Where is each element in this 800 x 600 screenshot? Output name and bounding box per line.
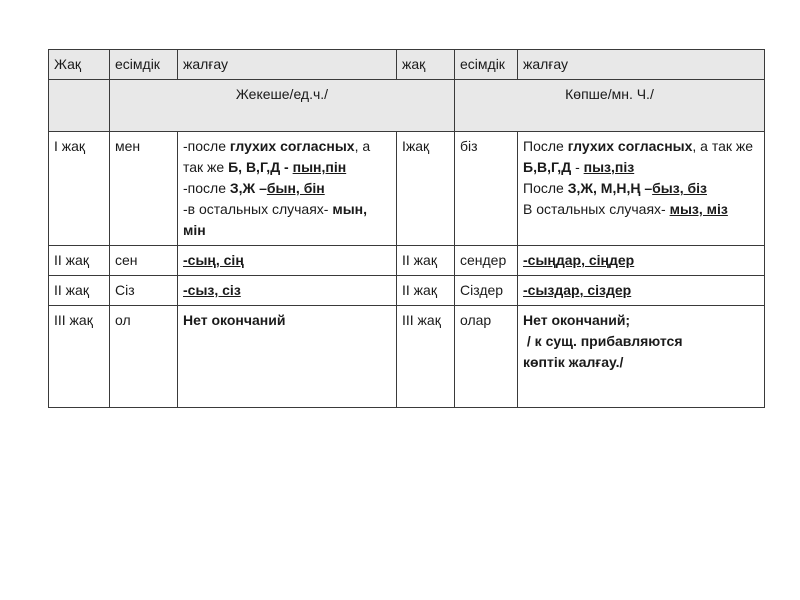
ending-plural-cell	[518, 132, 765, 246]
person-plural-cell: Іжақ	[397, 132, 455, 246]
ending-bold: З,Ж –	[229, 180, 267, 196]
ending-suffix: пын,пін	[292, 159, 347, 175]
ending-text: В остальных случаях-	[523, 201, 670, 217]
subheader-row	[49, 80, 765, 132]
pronoun-cell: сен	[110, 246, 178, 276]
ending-plural-cell	[518, 276, 765, 306]
ending-text: -после	[183, 180, 230, 196]
ending-suffix: мын, мін	[183, 201, 368, 238]
ending-suffix: -сыз, сіз	[183, 282, 241, 298]
table-row	[49, 306, 765, 408]
ending-text: , а так же	[692, 138, 754, 154]
header-cell-person: Жақ	[49, 50, 110, 80]
person-plural-cell: ІІІ жақ	[397, 306, 455, 408]
pronoun-cell: мен	[110, 132, 178, 246]
ending-suffix: быз, біз	[652, 180, 707, 196]
ending-suffix: -сыңдар, сіңдер	[523, 252, 635, 268]
ending-cell	[178, 306, 397, 408]
ending-cell	[178, 246, 397, 276]
ending-cell	[178, 132, 397, 246]
ending-bold: Б,В,Г,Д	[523, 159, 572, 175]
table-row	[49, 246, 765, 276]
ending-suffix: мыз, міз	[669, 201, 728, 217]
ending-suffix: пыз,піз	[583, 159, 635, 175]
ending-cell	[178, 276, 397, 306]
ending-bold: Б, В,Г,Д -	[228, 159, 293, 175]
person-cell: ІІ жақ	[49, 246, 110, 276]
ending-bold: көптік жалғау./	[523, 354, 624, 370]
header-cell-pronoun-plural: есімдік	[455, 50, 518, 80]
header-cell-person-plural: жақ	[397, 50, 455, 80]
pronoun-cell: Сіз	[110, 276, 178, 306]
subheader-singular: Жекеше/ед.ч./	[110, 80, 455, 132]
subheader-empty-left	[49, 80, 110, 132]
ending-bold: глухих согласных	[229, 138, 355, 154]
ending-text: -в остальных случаях-	[183, 201, 333, 217]
subheader-plural: Көпше/мн. Ч./	[455, 80, 765, 132]
ending-plural-cell	[518, 306, 765, 408]
ending-suffix: -сың, сің	[183, 252, 244, 268]
pronoun-plural-cell: біз	[455, 132, 518, 246]
pronoun-plural-cell: сендер	[455, 246, 518, 276]
ending-bold: глухих согласных	[567, 138, 693, 154]
grammar-table	[48, 49, 765, 408]
ending-plural-cell	[518, 246, 765, 276]
header-row	[49, 50, 765, 80]
pronoun-plural-cell: Сіздер	[455, 276, 518, 306]
pronoun-cell: ол	[110, 306, 178, 408]
ending-text: -	[571, 159, 584, 175]
header-cell-pronoun: есімдік	[110, 50, 178, 80]
person-cell: ІІІ жақ	[49, 306, 110, 408]
ending-text: После	[523, 180, 568, 196]
ending-bold: Нет окончаний	[183, 312, 286, 328]
ending-bold: Нет окончаний;	[523, 312, 631, 328]
header-cell-ending-plural: жалғау	[518, 50, 765, 80]
ending-text: После	[523, 138, 568, 154]
ending-bold: / к сущ. прибавляются	[523, 333, 683, 349]
ending-suffix: -сыздар, сіздер	[523, 282, 632, 298]
ending-suffix: бын, бін	[266, 180, 325, 196]
person-plural-cell: ІІ жақ	[397, 276, 455, 306]
ending-text: -после	[183, 138, 230, 154]
ending-bold: З,Ж, М,Н,Ң –	[567, 180, 653, 196]
person-cell: I жақ	[49, 132, 110, 246]
person-plural-cell: ІІ жақ	[397, 246, 455, 276]
table-row	[49, 132, 765, 246]
header-cell-ending: жалғау	[178, 50, 397, 80]
ending-text: , а так же	[183, 138, 371, 175]
pronoun-plural-cell: олар	[455, 306, 518, 408]
table-row	[49, 276, 765, 306]
person-cell: ІІ жақ	[49, 276, 110, 306]
